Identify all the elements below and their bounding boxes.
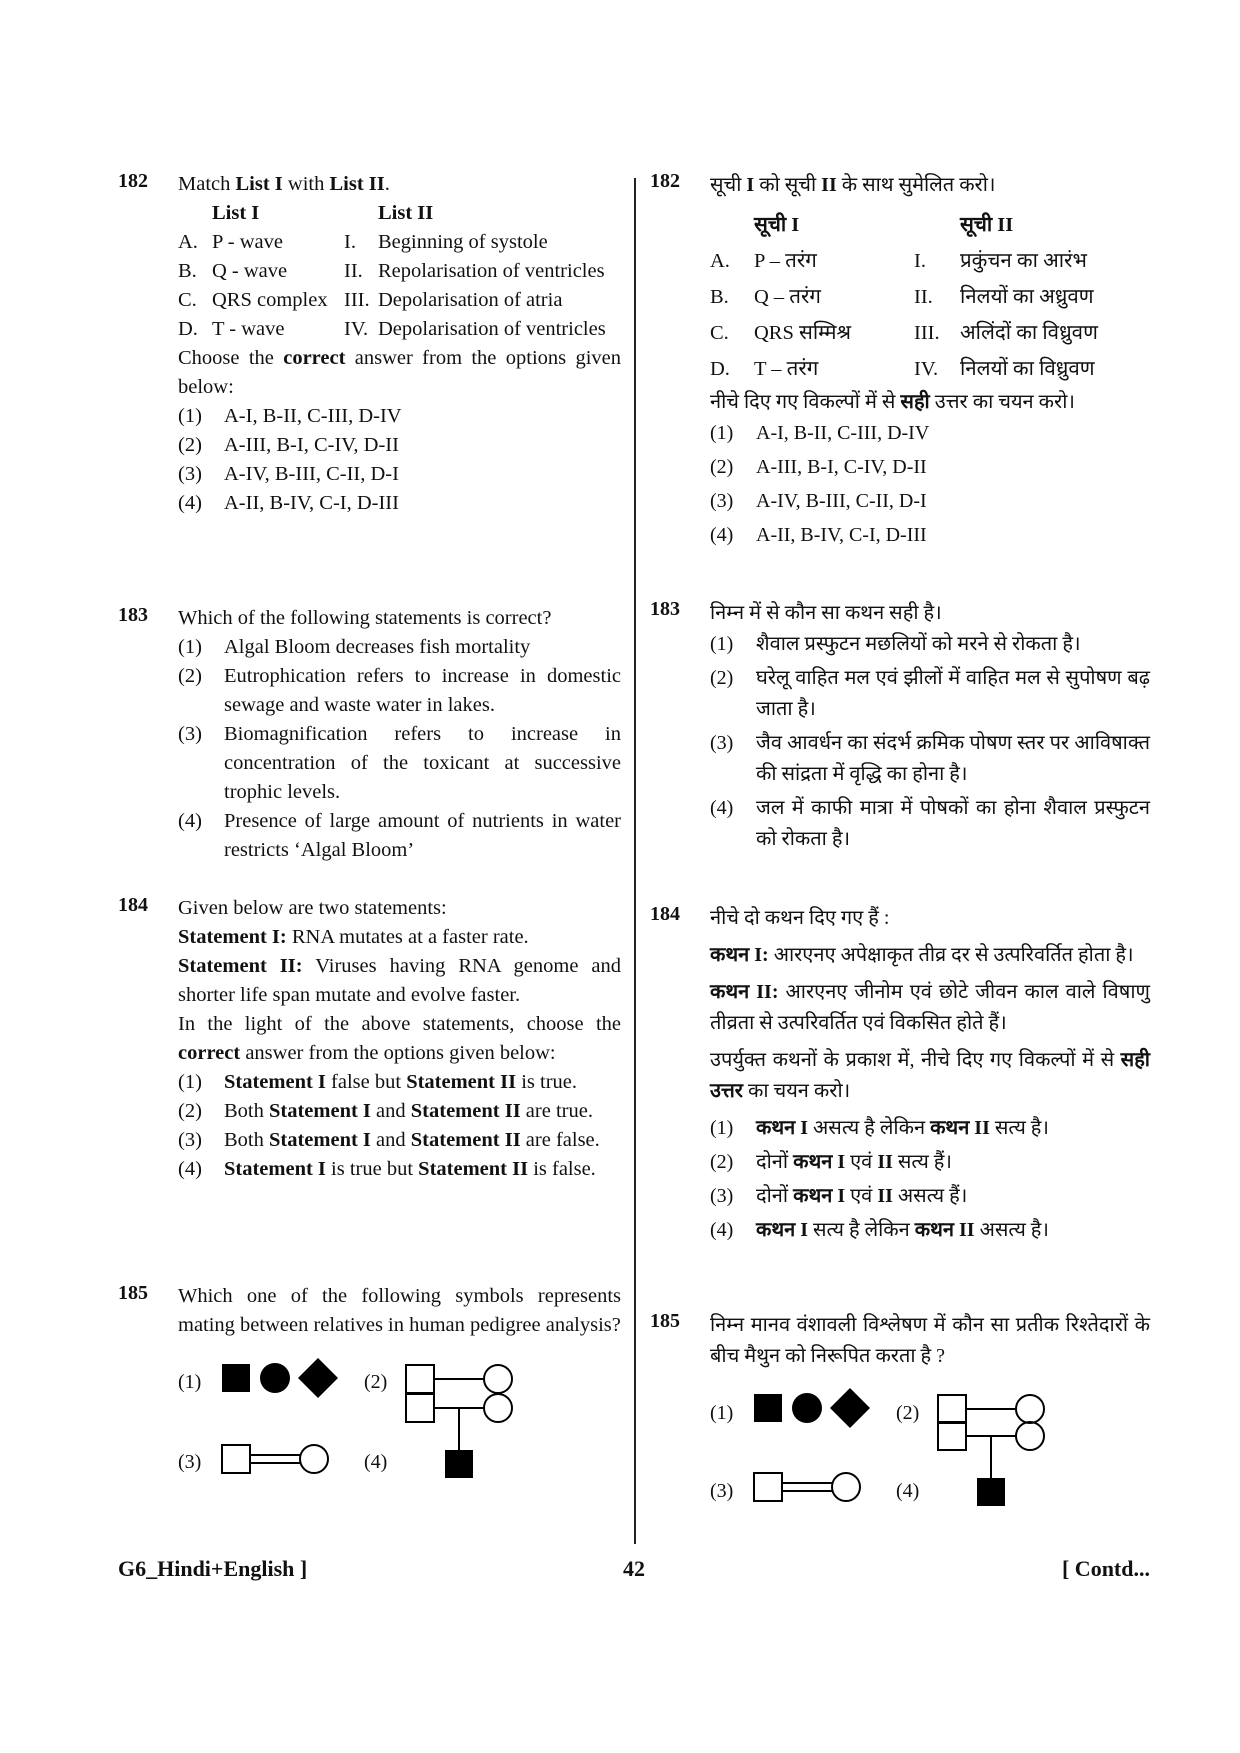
instruction-text: Choose the correct answer from the options given below: <box>178 347 621 398</box>
statement-2: कथन II: आरएनए जीनोम एवं छोटे जीवन काल वाले विषाणु तीव्रता से उत्परिवर्तित एवं विकसित होते हैं। <box>710 981 1150 1034</box>
option-1-label[interactable]: (1) <box>710 1402 734 1424</box>
table-row: D. T - wave IV. Depolarisation of ventricles <box>178 318 606 340</box>
question-184-hi <box>650 903 1150 1249</box>
option-2[interactable]: (2) घरेलू वाहित मल एवं झीलों में वाहित मल से सुपोषण बढ़ जाता है। <box>710 667 1150 720</box>
question-number: 185 <box>118 1282 148 1304</box>
question-number: 182 <box>650 170 680 192</box>
option-1[interactable]: (1) Statement I false but Statement II is true. <box>178 1071 578 1093</box>
question-number: 185 <box>650 1310 680 1332</box>
question-stem: निम्न में से कौन सा कथन सही है। <box>710 602 942 624</box>
list2-header: सूची II <box>960 214 1014 236</box>
option-3-label[interactable]: (3) <box>710 1480 734 1502</box>
pedigree-symbol-options <box>710 1384 1150 1534</box>
instruction-text: नीचे दिए गए विकल्पों में से सही उत्तर का चयन करो। <box>710 391 1075 413</box>
question-number: 183 <box>118 604 148 626</box>
pedigree-symbol-options <box>178 1352 621 1502</box>
option-1[interactable]: (1) A-I, B-II, C-III, D-IV <box>710 422 930 444</box>
column-divider <box>634 178 636 1544</box>
question-stem: सूची I को सूची II के साथ सुमेलित करो। <box>710 174 996 196</box>
statement-1: कथन I: आरएनए अपेक्षाकृत तीव्र दर से उत्परिवर्तित होता है। <box>710 944 1134 966</box>
booklet-code: G6_Hindi+English ] <box>118 1556 308 1581</box>
pedigree-filled-shapes-icon <box>220 1356 350 1402</box>
table-row: B. Q – तरंग II. निलयों का अध्रुवण <box>710 286 1094 308</box>
option-4[interactable]: (4) Presence of large amount of nutrients in water restricts ‘Algal Bloom’ <box>178 810 621 861</box>
question-183-hi <box>650 598 1150 858</box>
option-2[interactable]: (2) A-III, B-I, C-IV, D-II <box>710 456 927 478</box>
option-3[interactable]: (3) दोनों कथन I एवं II असत्य हैं। <box>710 1185 968 1207</box>
question-185-en <box>118 1282 621 1502</box>
option-3[interactable]: (3) जैव आवर्धन का संदर्भ क्रमिक पोषण स्तर पर आविषाक्त की सांद्रता में वृद्धि का होना है। <box>710 732 1150 785</box>
option-4-label[interactable]: (4) <box>896 1480 920 1502</box>
question-stem: Given below are two statements: <box>178 897 447 919</box>
question-stem: Which one of the following symbols represents mating between relatives in human pedigree analysis? <box>178 1285 621 1336</box>
option-1-label[interactable]: (1) <box>178 1371 202 1393</box>
option-3[interactable]: (3) Biomagnification refers to increase in concentration of the toxicant at successive trophic levels. <box>178 723 621 803</box>
statement-2: Statement II: Viruses having RNA genome and shorter life span mutate and evolve faster. <box>178 955 622 1006</box>
option-1[interactable]: (1) A-I, B-II, C-III, D-IV <box>178 405 402 427</box>
option-2-label[interactable]: (2) <box>364 1371 388 1393</box>
option-4-label[interactable]: (4) <box>364 1451 388 1473</box>
question-number: 184 <box>650 903 680 925</box>
option-2[interactable]: (2) A-III, B-I, C-IV, D-II <box>178 434 399 456</box>
option-3[interactable]: (3) A-IV, B-III, C-II, D-I <box>710 490 927 512</box>
question-184-en <box>118 894 621 1184</box>
list1-header: List I <box>212 202 260 224</box>
option-4[interactable]: (4) A-II, B-IV, C-I, D-III <box>178 492 399 514</box>
question-number: 184 <box>118 894 148 916</box>
table-row: B. Q - wave II. Repolarisation of ventricles <box>178 260 605 282</box>
option-2[interactable]: (2) दोनों कथन I एवं II सत्य हैं। <box>710 1151 953 1173</box>
option-4[interactable]: (4) Statement I is true but Statement II is false. <box>178 1158 596 1180</box>
page-number: 42 <box>623 1556 645 1581</box>
question-stem: निम्न मानव वंशावली विश्लेषण में कौन सा प्रतीक रिश्तेदारों के बीच मैथुन को निरूपित करता है ? <box>710 1314 1150 1367</box>
instruction-text: In the light of the above statements, choose the correct answer from the options given below: <box>178 1013 621 1064</box>
option-3[interactable]: (3) Both Statement I and Statement II are false. <box>178 1129 600 1151</box>
pedigree-filled-shapes-icon <box>752 1386 882 1432</box>
pedigree-consanguineous-mating-icon <box>752 1464 862 1510</box>
list1-header: सूची I <box>754 214 800 236</box>
question-number: 182 <box>118 170 148 192</box>
option-4[interactable]: (4) कथन I सत्य है लेकिन कथन II असत्य है। <box>710 1219 1049 1241</box>
option-1[interactable]: (1) कथन I असत्य है लेकिन कथन II सत्य है। <box>710 1117 1049 1139</box>
question-182-en <box>118 170 621 518</box>
pedigree-offspring-icon <box>936 1420 1046 1512</box>
option-3[interactable]: (3) A-IV, B-III, C-II, D-I <box>178 463 399 485</box>
continued-label: [ Contd... <box>1061 1556 1150 1581</box>
match-table <box>178 199 606 344</box>
table-row: C. QRS complex III. Depolarisation of atria <box>178 289 563 311</box>
list2-header: List II <box>378 202 434 224</box>
pedigree-consanguineous-mating-icon <box>220 1436 330 1482</box>
table-row: C. QRS सम्मिश्र III. अलिंदों का विध्रुवण <box>710 322 1098 344</box>
instruction-text: उपर्युक्त कथनों के प्रकाश में, नीचे दिए गए विकल्पों में से सही उत्तर का चयन करो। <box>710 1049 1150 1102</box>
option-4[interactable]: (4) जल में काफी मात्रा में पोषकों का होना शैवाल प्रस्फुटन को रोकता है। <box>710 797 1150 850</box>
question-183-en <box>118 604 621 865</box>
match-table <box>710 207 1098 387</box>
question-185-hi <box>650 1310 1150 1534</box>
question-stem: Match List I with List II. <box>178 173 390 195</box>
table-row: A. P – तरंग I. प्रकुंचन का आरंभ <box>710 250 1087 272</box>
statement-1: Statement I: RNA mutates at a faster rate. <box>178 926 529 948</box>
question-number: 183 <box>650 598 680 620</box>
option-2[interactable]: (2) Both Statement I and Statement II are true. <box>178 1100 593 1122</box>
pedigree-offspring-icon <box>404 1392 514 1484</box>
option-2[interactable]: (2) Eutrophication refers to increase in domestic sewage and waste water in lakes. <box>178 665 621 716</box>
question-stem: नीचे दो कथन दिए गए हैं : <box>710 907 890 929</box>
option-2-label[interactable]: (2) <box>896 1402 920 1424</box>
option-1[interactable]: (1) Algal Bloom decreases fish mortality <box>178 636 531 658</box>
table-row: A. P - wave I. Beginning of systole <box>178 231 548 253</box>
table-row: D. T – तरंग IV. निलयों का विध्रुवण <box>710 358 1095 380</box>
question-182-hi <box>650 170 1150 554</box>
option-1[interactable]: (1) शैवाल प्रस्फुटन मछलियों को मरने से रोकता है। <box>710 633 1081 655</box>
option-3-label[interactable]: (3) <box>178 1451 202 1473</box>
option-4[interactable]: (4) A-II, B-IV, C-I, D-III <box>710 524 927 546</box>
question-stem: Which of the following statements is correct? <box>178 607 552 629</box>
